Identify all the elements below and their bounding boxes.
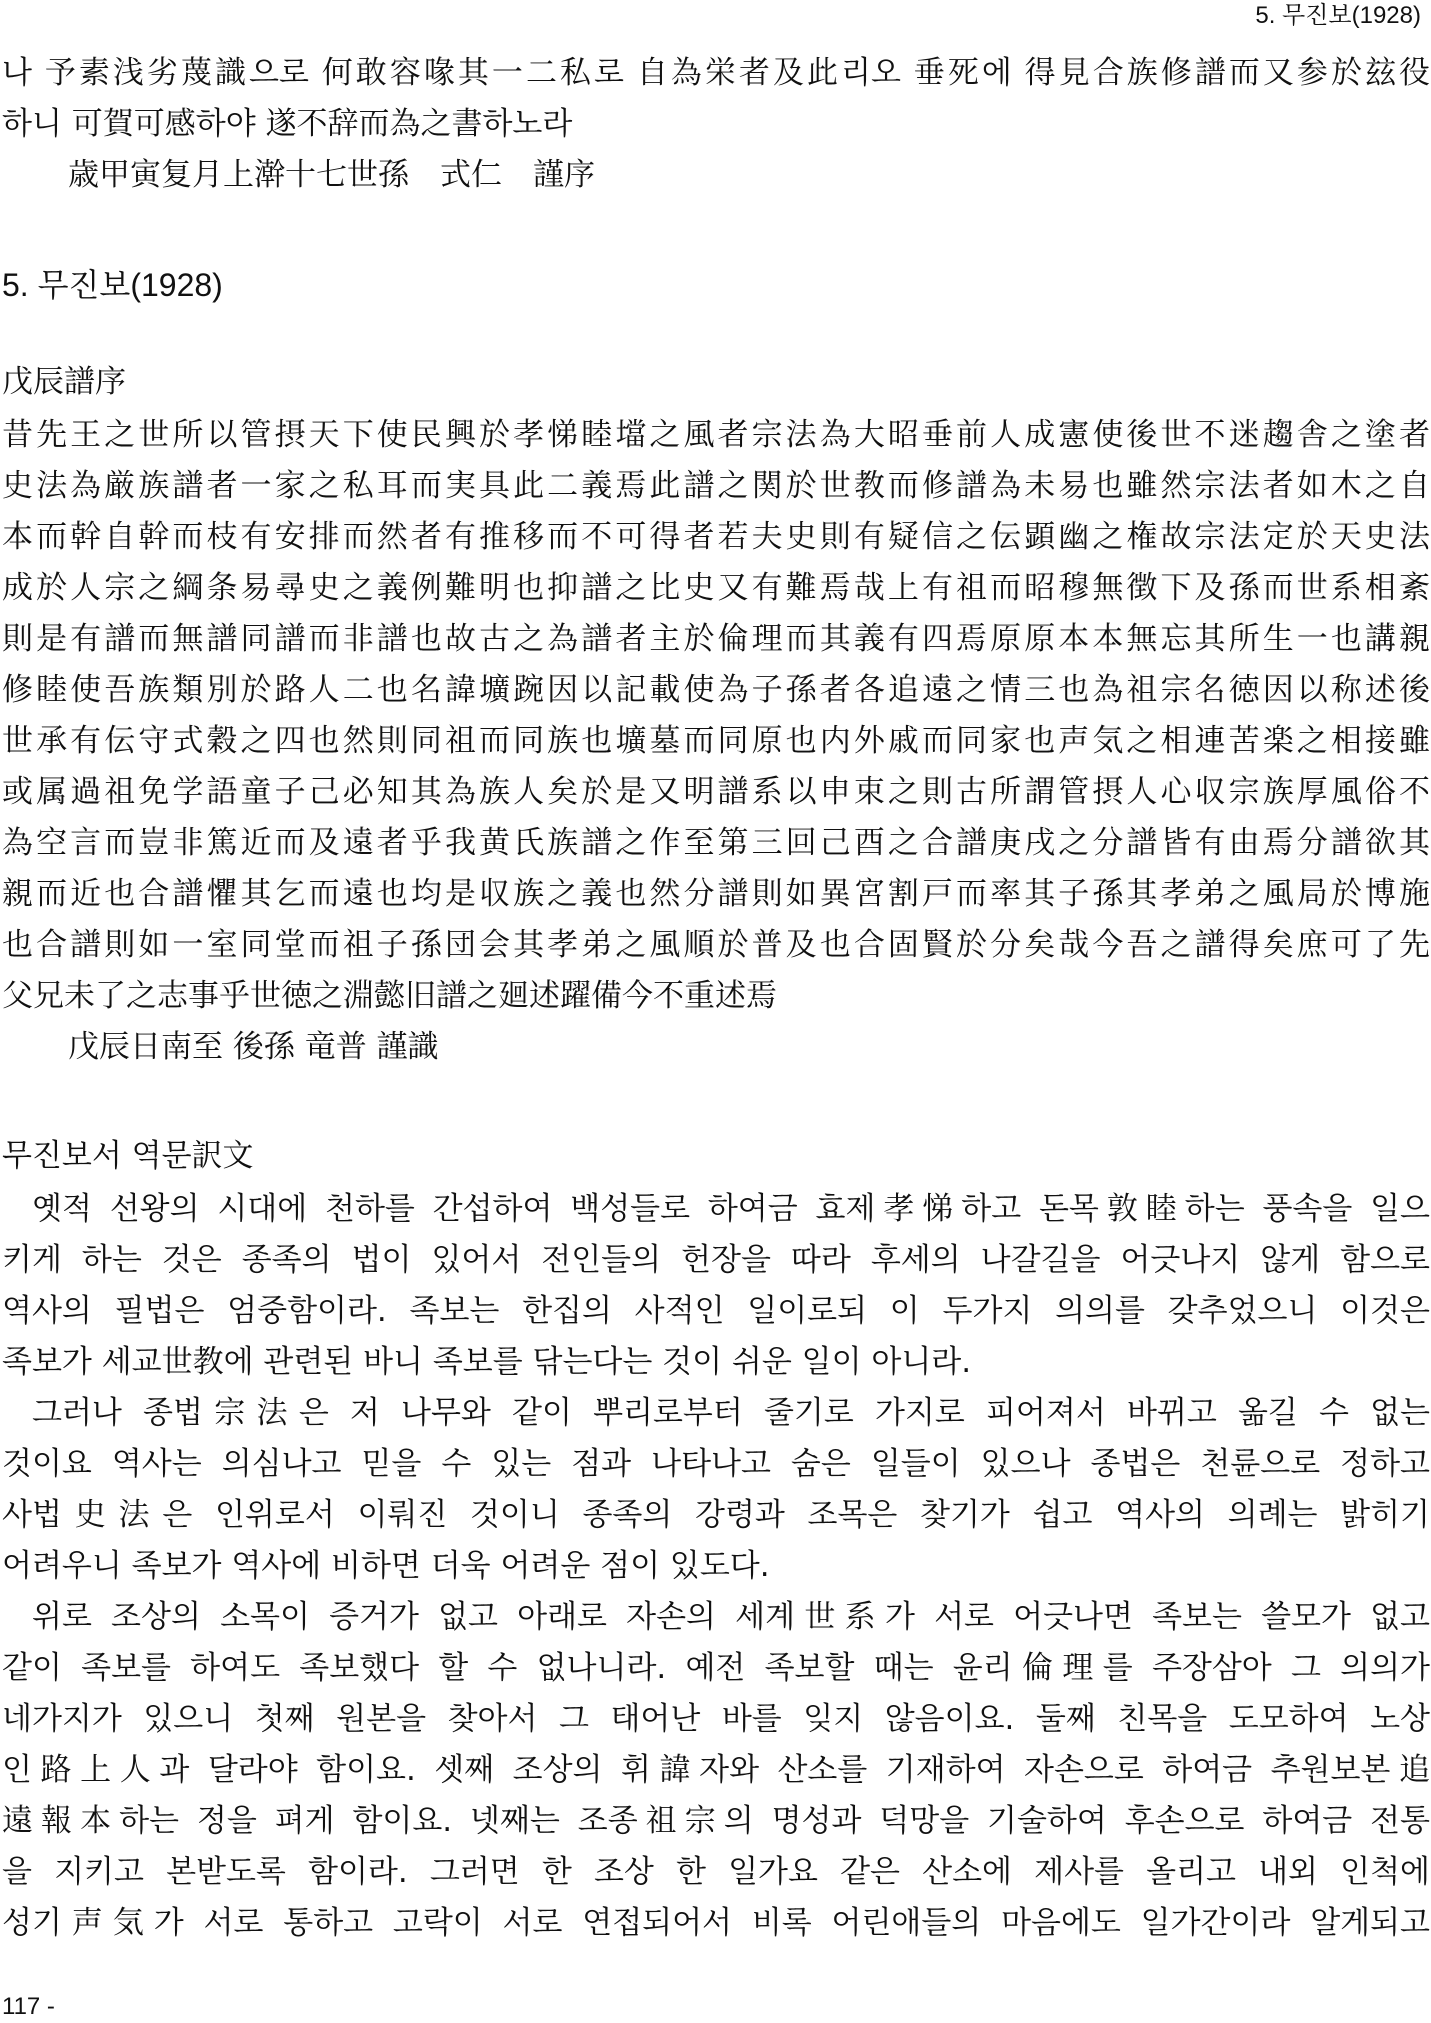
text-line: 或属過祖免学語童子己必知其為族人矣於是又明譜系以申束之則古所謂管摂人心収宗族厚風俗不 (2, 774, 1430, 810)
text-line: 네가지가 있으니 첫째 원본을 찾아서 그 태어난 바를 잊지 않음이요. 둘째 친목을 도모하여 노상 (2, 1701, 1430, 1737)
text-line: 親而近也合譜懼其乞而遠也均是収族之義也然分譜則如異宮割戸而率其子孫其孝弟之風局於博施 (2, 876, 1430, 912)
signature-line: 戊辰日南至 後孫 竜普 謹識 (68, 1029, 439, 1065)
spacer (2, 1073, 1430, 1128)
text-line: 遠報本하는 정을 펴게 함이요. 넷째는 조종祖宗의 명성과 덕망을 기술하여 후손으로 하여금 전통 (2, 1803, 1430, 1839)
text-line: 같이 족보를 하여도 족보했다 할 수 없나니라. 예전 족보할 때는 윤리倫理를 주장삼아 그 의의가 (2, 1650, 1430, 1686)
page-number: 117 - (2, 1993, 55, 2020)
text-line: 世承有伝守式穀之四也然則同祖而同族也壙墓而同原也内外戚而同家也声気之相連苦楽之相接雖 (2, 723, 1430, 759)
text-line: 則是有譜而無譜同譜而非譜也故古之為譜者主於倫理而其義有四焉原原本本無忘其所生一也講親 (2, 621, 1430, 657)
text-line: 하니 可賀可感하야 遂不辞而為之書하노라 (2, 106, 573, 142)
text-line: 也合譜則如一室同堂而祖子孫団会其孝弟之風順於普及也合固賢於分矣哉今吾之譜得矣庶可了先 (2, 927, 1430, 963)
translation-block (2, 1128, 1430, 1949)
page-content (2, 48, 1430, 1949)
text-line: 나 予素浅劣蔑識으로 何敢容喙其一二私로 自為栄者及此리오 垂死에 得見合族修譜而又参於玆役 (2, 55, 1430, 91)
text-line: 을 지키고 본받도록 함이라. 그러면 한 조상 한 일가요 같은 산소에 제사를 올리고 내외 인척에 (2, 1854, 1430, 1890)
translation-title: 무진보서 역문訳文 (2, 1138, 254, 1174)
text-line: 역사의 필법은 엄중함이라. 족보는 한집의 사적인 일이로되 이 두가지 의의를 갖추었으니 이것은 (2, 1293, 1430, 1329)
section-heading: 5. 무진보(1928) (2, 267, 223, 303)
text-line: 족보가 세교世教에 관련된 바니 족보를 닦는다는 것이 쉬운 일이 아니라. (2, 1344, 972, 1380)
continued-preface (2, 48, 1430, 201)
text-line: 성기声気가 서로 통하고 고락이 서로 연접되어서 비록 어린애들의 마음에도 일가간이라 알게되고 (2, 1905, 1430, 1941)
text-line: 사법史法은 인위로서 이뤄진 것이니 종족의 강령과 조목은 찾기가 쉽고 역사의 의례는 밝히기 (2, 1497, 1430, 1533)
text-line: 本而幹自幹而枝有安排而然者有推移而不可得者若夫史則有疑信之伝顕幽之権故宗法定於天史法 (2, 519, 1430, 555)
text-line: 위로 조상의 소목이 증거가 없고 아래로 자손의 세계世系가 서로 어긋나면 족보는 쓸모가 없고 (32, 1599, 1430, 1635)
text-line: 昔先王之世所以管摂天下使民興於孝悌睦壋之風者宗法為大昭垂前人成憲使後世不迷趨舎之塗者 (2, 417, 1430, 453)
text-line: 옛적 선왕의 시대에 천하를 간섭하여 백성들로 하여금 효제孝悌하고 돈목敦睦하는 풍속을 일으 (32, 1191, 1430, 1227)
running-header: 5. 무진보(1928) (1255, 2, 1421, 29)
text-line: 修睦使吾族類別於路人二也名諱壙踠因以記載使為子孫者各追遠之情三也為祖宗名徳因以称述後 (2, 672, 1430, 708)
text-line: 史法為厳族譜者一家之私耳而実具此二義焉此譜之関於世教而修譜為未易也雖然宗法者如木之自 (2, 468, 1430, 504)
text-line: 父兄未了之志事乎世徳之淵懿旧譜之廻述躍備今不重述焉 (2, 978, 777, 1014)
spacer (2, 201, 1430, 256)
spacer (2, 314, 1430, 354)
text-line: 어려우니 족보가 역사에 비하면 더욱 어려운 점이 있도다. (2, 1548, 770, 1584)
text-line: 것이요 역사는 의심나고 믿을 수 있는 점과 나타나고 숨은 일들이 있으나 종법은 천륜으로 정하고 (2, 1446, 1430, 1482)
text-line: 인路上人과 달라야 함이요. 셋째 조상의 휘諱자와 산소를 기재하여 자손으로 하여금 추원보본追 (2, 1752, 1430, 1788)
text-line: 成於人宗之綱条易尋史之義例難明也抑譜之比史又有難焉哉上有祖而昭穆無徴下及孫而世系相紊 (2, 570, 1430, 606)
text-line: 그러나 종법宗法은 저 나무와 같이 뿌리로부터 줄기로 가지로 피어져서 바뀌고 옮길 수 없는 (32, 1395, 1430, 1431)
preface-block (2, 354, 1430, 1073)
text-line: 키게 하는 것은 종족의 법이 있어서 전인들의 헌장을 따라 후세의 나갈길을 어긋나지 않게 함으로 (2, 1242, 1430, 1278)
preface-title: 戊辰譜序 (2, 364, 126, 400)
text-line: 為空言而豈非篤近而及遠者乎我黄氏族譜之作至第三回己酉之合譜庚戌之分譜皆有由焉分譜欲其 (2, 825, 1430, 861)
signature-line: 歳甲寅复月上澣十七世孫 式仁 謹序 (68, 157, 595, 193)
